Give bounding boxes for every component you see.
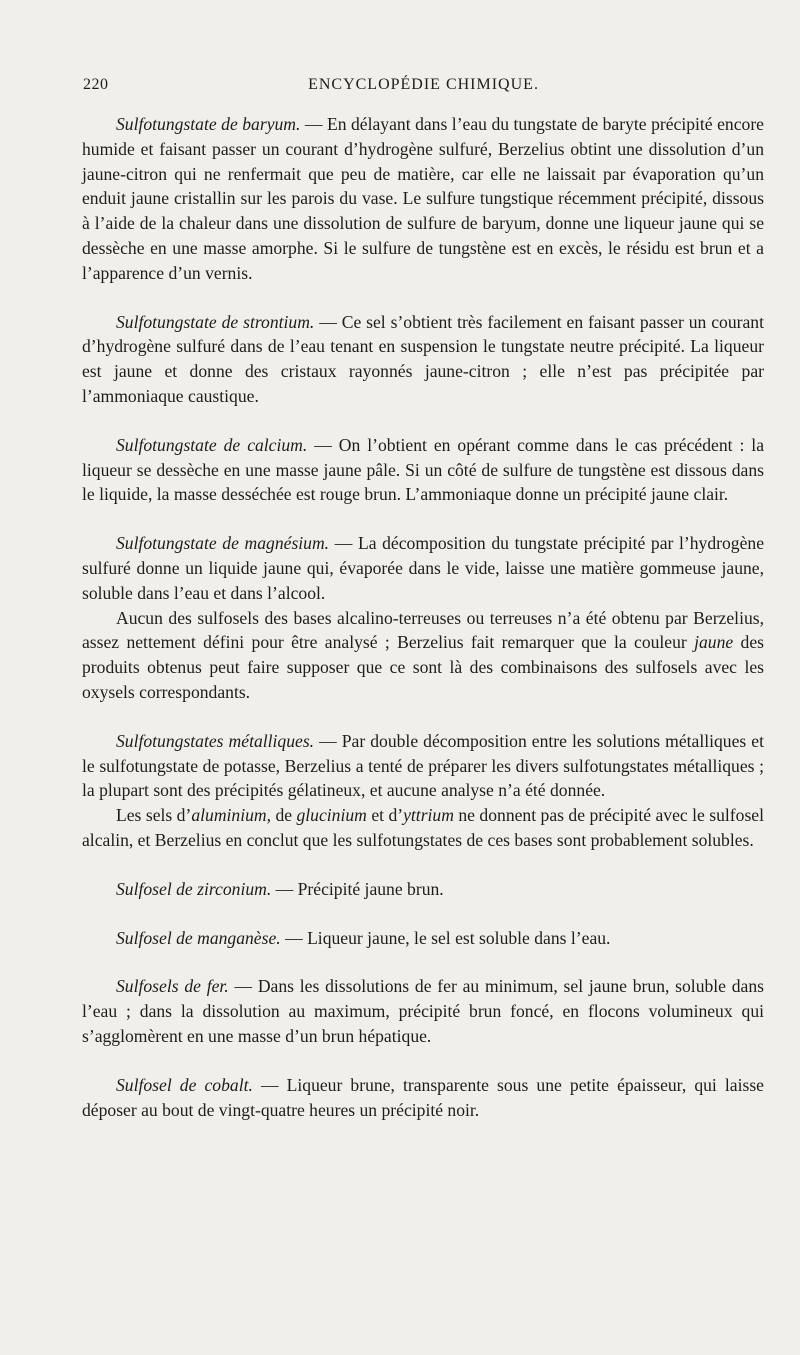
paragraph-fer [82, 974, 764, 1048]
section-title: Sulfotungstate de calcium. [116, 434, 308, 455]
section-title: Sulfosel de zirconium. [116, 878, 272, 899]
paragraph-text: , de [266, 805, 297, 826]
paragraph-text: et d’ [366, 805, 404, 826]
paragraph-magnesium [82, 531, 764, 605]
section-title: Sulfosel de cobalt. [116, 1074, 253, 1095]
paragraph-manganese [82, 926, 764, 951]
paragraph-text: — On l’obtient en opérant comme dans le cas précédent : la liqueur se dessèche en une masse jaune pâle. Si un côté de sulfure de tungstène est dissous dans le liquide, la masse desséchée est rouge brun. L’ammoniaque donne un précipité jaune clair. [82, 434, 764, 505]
paragraph-text: — En délayant dans l’eau du tungstate de baryte précipité encore humide et faisant passer un courant d’hydrogène sulfuré, Berzelius obtint une dissolution d’un jaune-citron qui ne renfermait que peu de matière, car elle ne laissait par évaporation qu’un enduit jaune cristallin sur les parois du vase. Le sulfure tungstique récemment précipité, dissous à l’aide de la chaleur dans une dissolution de sulfure de baryum, donne une liqueur jaune qui se dessèche en une masse amorphe. Si le sulfure de tungstène est en excès, le résidu est brun et a l’apparence d’un vernis. [82, 114, 764, 283]
page-header [83, 76, 764, 106]
running-title: ENCYCLOPÉDIE CHIMIQUE. [308, 76, 539, 93]
section-title: Sulfotungstate de strontium. [116, 311, 315, 332]
paragraph-cobalt [82, 1073, 764, 1123]
paragraph-metalliques [82, 729, 764, 803]
paragraph-text: — Ce sel s’obtient très facilement en faisant passer un courant d’hydrogène sulfuré dans de l’eau tenant en suspension le tungstate neutre précipité. La liqueur est jaune et donne des cristaux rayonnés jaune-citron ; elle n’est pas précipitée par l’ammoniaque caustique. [82, 311, 764, 406]
paragraph-text: — Liqueur brune, transparente sous une petite épaisseur, qui laisse déposer au bout de vingt-quatre heures un précipité noir. [82, 1074, 764, 1120]
paragraph-zirconium [82, 877, 764, 902]
paragraph-calcium [82, 433, 764, 507]
emphasis-word: glucinium [296, 805, 367, 826]
body-text [82, 112, 764, 1122]
paragraph-text-end: des produits obtenus peut faire supposer que ce sont là des combinaisons des sulfosels avec les oxysels correspondants. [82, 632, 764, 702]
section-title: Sulfotungstate de magnésium. [116, 533, 330, 554]
section-title: Sulfosel de manganèse. [116, 927, 281, 948]
section-title: Sulfosels de fer. [116, 976, 229, 997]
paragraph-text: — Précipité jaune brun. [271, 878, 444, 899]
paragraph-text: Aucun des sulfosels des bases alcalino-terreuses ou terreuses n’a été obtenu par Berzelius, assez nettement défini pour être analysé ; Berzelius fait remarquer que la couleur [82, 607, 764, 653]
paragraph-text: — La décomposition du tungstate précipité par l’hydrogène sulfuré donne un liquide jaune qui, évaporée dans le vide, laisse une matière gommeuse jaune, soluble dans l’eau et dans l’alcool. [82, 533, 765, 603]
paragraph-text: Les sels d’ [116, 805, 192, 826]
paragraph-sulfosels-note [82, 606, 764, 705]
section-title: Sulfotungstate de baryum. [116, 114, 301, 134]
emphasis-word: aluminium [191, 805, 267, 826]
paragraph-text-end: ne donnent pas de précipité avec le sulfosel alcalin, et Berzelius en conclut que les sulfotungstates de ces bases sont probablement solubles. [82, 805, 764, 850]
section-title: Sulfotungstates métalliques. [116, 730, 315, 751]
emphasis-word: yttrium [403, 805, 454, 826]
paragraph-terres [82, 803, 764, 853]
paragraph-baryum [82, 112, 764, 286]
emphasis-word: jaune [694, 632, 734, 653]
paragraph-text: — Dans les dissolutions de fer au minimum, sel jaune brun, soluble dans l’eau ; dans la dissolution au maximum, précipité brun foncé, en flocons volumineux qui s’agglomèrent en une masse d’un brun hépatique. [82, 976, 765, 1046]
page-number: 220 [83, 76, 109, 93]
paragraph-text: — Par double décomposition entre les solutions métalliques et le sulfotungstate de potasse, Berzelius a tenté de préparer les divers sulfotungstates métalliques ; la plupart sont des précipités gélatineux, et aucune analyse n’a été donnée. [82, 730, 764, 801]
paragraph-text: — Liqueur jaune, le sel est soluble dans l’eau. [280, 927, 611, 948]
paragraph-strontium [82, 310, 764, 409]
